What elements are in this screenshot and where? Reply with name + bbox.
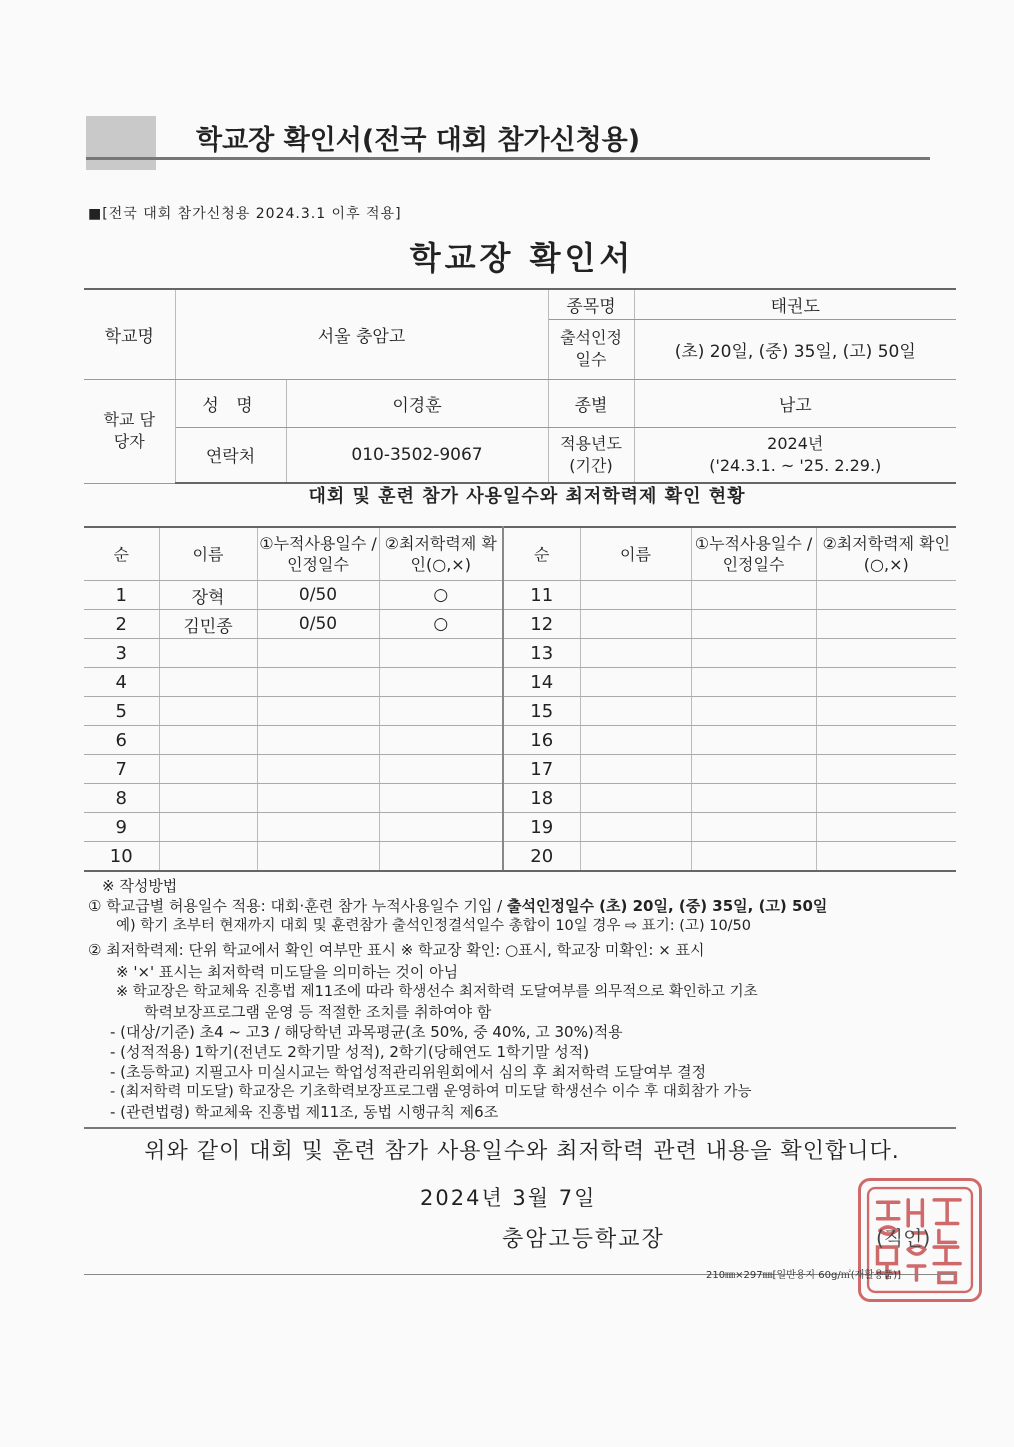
info-table (84, 288, 956, 484)
header-no: 순 (84, 527, 159, 581)
section-title: 대회 및 훈련 참가 사용일수와 최저학력제 확인 현황 (308, 486, 746, 507)
name-label: 성 명 (175, 379, 286, 427)
row-check (816, 697, 956, 726)
header-name: 이름 (159, 527, 257, 581)
table-row (84, 697, 956, 726)
confirmation-statement: 위와 같이 대회 및 훈련 참가 사용일수와 최저학력 관련 내용을 확인합니다. (144, 1139, 900, 1164)
row-name: 김민종 (159, 610, 257, 639)
row-name (159, 668, 257, 697)
header-name: 이름 (580, 527, 691, 581)
roster-table (84, 526, 956, 872)
row-name (580, 784, 691, 813)
instruction-item-1 (88, 896, 958, 916)
instruction-bullet: - (최저학력 미도달) 학교장은 기초학력보장프로그램 운영하여 미도달 학생선수 이수 후 대회참가 가능 (110, 1084, 752, 1100)
row-check (379, 668, 503, 697)
form-note: ■[전국 대회 참가신청용 2024.3.1 이후 적용] (88, 206, 402, 222)
row-name (580, 842, 691, 872)
row-days (691, 697, 816, 726)
school-label: 학교명 (84, 289, 175, 379)
row-number: 13 (503, 639, 580, 668)
instruction-bullet: - (대상/기준) 초4 ~ 고3 / 해당학년 과목평균(초 50%, 중 40%, 고 30%)적용 (110, 1023, 623, 1041)
attendance-label: 출석인정 일수 (548, 319, 634, 379)
row-name (580, 813, 691, 842)
row-days: 0/50 (257, 581, 379, 610)
row-number: 2 (84, 610, 159, 639)
header-rule (86, 157, 930, 160)
document-title: 학교장 확인서 (409, 239, 635, 277)
row-days (691, 755, 816, 784)
row-days (691, 726, 816, 755)
row-name (580, 639, 691, 668)
row-check: ○ (379, 581, 503, 610)
row-check (379, 639, 503, 668)
row-number: 11 (503, 581, 580, 610)
header-check: ②최저학력제 확인(○,×) (816, 527, 956, 581)
header-title: 학교장 확인서(전국 대회 참가신청용) (196, 125, 641, 156)
instructions (88, 876, 958, 1122)
header-days: ①누적사용일수 /인정일수 (257, 527, 379, 581)
row-name (580, 610, 691, 639)
row-days (691, 668, 816, 697)
school-value: 서울 충암고 (175, 289, 548, 379)
header-days: ①누적사용일수 /인정일수 (691, 527, 816, 581)
row-check (816, 581, 956, 610)
table-row (84, 726, 956, 755)
row-number: 19 (503, 813, 580, 842)
row-check (816, 726, 956, 755)
row-days (691, 813, 816, 842)
row-check (816, 784, 956, 813)
table-row (84, 668, 956, 697)
principal-name: 충암고등학교장 (502, 1227, 665, 1252)
header-no: 순 (503, 527, 580, 581)
seal-label: (직인) (876, 1226, 931, 1250)
row-days (691, 842, 816, 872)
row-name (159, 639, 257, 668)
row-name (580, 697, 691, 726)
row-check (816, 610, 956, 639)
row-days (257, 813, 379, 842)
row-days (257, 697, 379, 726)
table-row (84, 581, 956, 610)
table-row (84, 610, 956, 639)
row-check: ○ (379, 610, 503, 639)
row-number: 15 (503, 697, 580, 726)
row-number: 16 (503, 726, 580, 755)
contact-value: 010-3502-9067 (286, 427, 548, 483)
row-check (816, 755, 956, 784)
row-days (257, 639, 379, 668)
row-check (816, 668, 956, 697)
row-number: 6 (84, 726, 159, 755)
row-name (580, 755, 691, 784)
instruction-note-2a: ※ 학교장은 학교체육 진흥법 제11조에 따라 학생선수 최저학력 도달여부를 의무적으로 확인하고 기초 (116, 984, 758, 1000)
year-value: 2024년 (767, 433, 824, 453)
row-check (379, 726, 503, 755)
row-days (691, 784, 816, 813)
row-number: 1 (84, 581, 159, 610)
row-name (159, 697, 257, 726)
row-name (159, 813, 257, 842)
row-days (691, 610, 816, 639)
row-number: 4 (84, 668, 159, 697)
row-number: 10 (84, 842, 159, 872)
event-value: 태권도 (634, 289, 956, 319)
row-check (379, 813, 503, 842)
name-value: 이경훈 (286, 379, 548, 427)
row-number: 7 (84, 755, 159, 784)
row-name (580, 581, 691, 610)
row-check (816, 639, 956, 668)
row-name (580, 668, 691, 697)
attendance-value: (초) 20일, (중) 35일, (고) 50일 (634, 319, 956, 379)
row-days (691, 639, 816, 668)
row-days (691, 581, 816, 610)
row-check (379, 842, 503, 872)
instructions-bottom-rule (84, 1127, 956, 1129)
year-cell (634, 427, 956, 483)
table-row (84, 813, 956, 842)
table-row (84, 755, 956, 784)
row-name (159, 755, 257, 784)
row-days (257, 668, 379, 697)
header-check: ②최저학력제 확인(○,×) (379, 527, 503, 581)
paper-spec: 210㎜×297㎜[일반용지 60g/㎡(재활용품)] (706, 1270, 902, 1281)
year-label: 적용년도 (기간) (548, 427, 634, 483)
row-check (379, 755, 503, 784)
instruction-item-1-bold: 출석인정일수 (초) 20일, (중) 35일, (고) 50일 (507, 897, 828, 915)
row-name (580, 726, 691, 755)
row-name: 장혁 (159, 581, 257, 610)
staff-label: 학교 담당자 (84, 379, 175, 483)
row-days (257, 842, 379, 872)
row-number: 12 (503, 610, 580, 639)
row-name (159, 726, 257, 755)
event-label: 종목명 (548, 289, 634, 319)
row-days (257, 784, 379, 813)
issue-date: 2024년 3월 7일 (420, 1186, 597, 1210)
row-number: 18 (503, 784, 580, 813)
row-number: 8 (84, 784, 159, 813)
instruction-item-2: ② 최저학력제: 단위 학교에서 확인 여부만 표시 ※ 학교장 확인: ○표시, 학교장 미확인: × 표시 (88, 941, 705, 959)
table-row (84, 842, 956, 872)
instruction-note-2b: 학력보장프로그램 운영 등 적절한 조치를 취하여야 함 (144, 1003, 492, 1021)
row-days: 0/50 (257, 610, 379, 639)
row-number: 3 (84, 639, 159, 668)
row-number: 20 (503, 842, 580, 872)
instruction-example: 예) 학기 초부터 현재까지 대회 및 훈련참가 출석인정결석일수 총합이 10일 경우 ⇨ 표기: (고) 10/50 (116, 918, 752, 934)
table-row (84, 784, 956, 813)
row-number: 17 (503, 755, 580, 784)
row-number: 14 (503, 668, 580, 697)
table-row (84, 639, 956, 668)
category-value: 남고 (634, 379, 956, 427)
row-days (257, 755, 379, 784)
instruction-item-1-text: ① 학교급별 허용일수 적용: 대회·훈련 참가 누적사용일수 기입 / (88, 897, 507, 915)
category-label: 종별 (548, 379, 634, 427)
row-name (159, 784, 257, 813)
instruction-bullet: - (초등학교) 지필고사 미실시교는 학업성적관리위원회에서 심의 후 최저학력 도달여부 결정 (110, 1063, 707, 1081)
instruction-bullet: - (관련법령) 학교체육 진흥법 제11조, 동법 시행규칙 제6조 (110, 1103, 499, 1121)
instruction-bullet: - (성적적용) 1학기(전년도 2학기말 성적), 2학기(당해연도 1학기말 성적) (110, 1043, 590, 1061)
instruction-note-1: ※ '×' 표시는 최저학력 미도달을 의미하는 것이 아님 (116, 963, 459, 981)
row-check (379, 784, 503, 813)
row-check (379, 697, 503, 726)
instructions-heading: ※ 작성방법 (102, 877, 178, 895)
row-days (257, 726, 379, 755)
row-check (816, 813, 956, 842)
period-value: ('24.3.1. ~ '25. 2.29.) (709, 455, 882, 475)
row-name (159, 842, 257, 872)
row-number: 9 (84, 813, 159, 842)
contact-label: 연락처 (175, 427, 286, 483)
row-check (816, 842, 956, 872)
row-number: 5 (84, 697, 159, 726)
header-bar-decoration (86, 116, 156, 170)
